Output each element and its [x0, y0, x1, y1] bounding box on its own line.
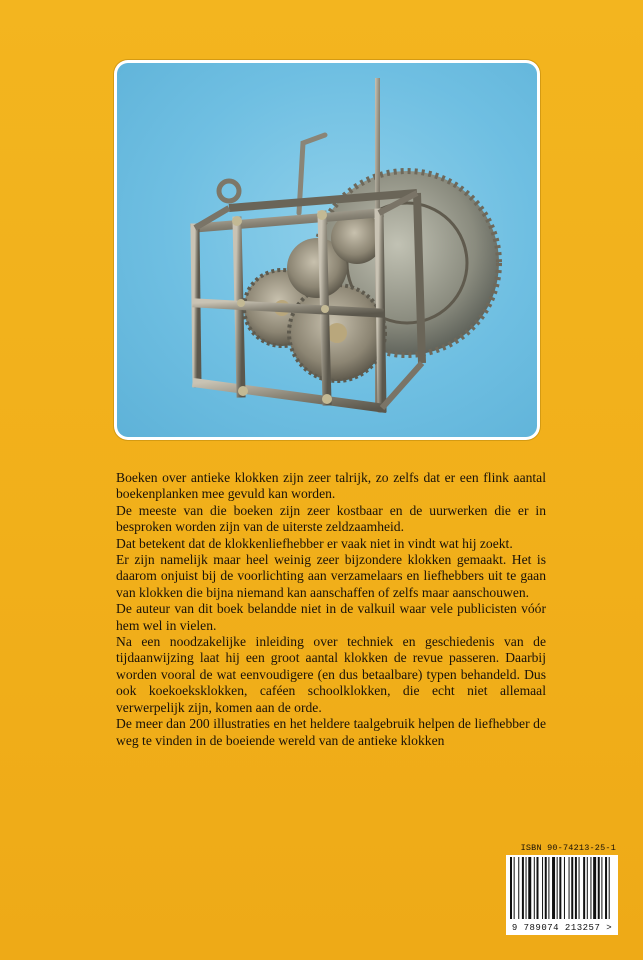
isbn-barcode — [506, 855, 618, 935]
barcode-bar — [569, 857, 570, 919]
barcode-bar — [548, 857, 549, 919]
barcode-bar — [526, 857, 527, 919]
back-cover-blurb — [116, 470, 546, 749]
barcode-bar — [598, 857, 600, 919]
blurb-paragraph: Na een noodzakelijke inleiding over techniek en geschiedenis van de tijdaanwijzing laat hij een groot aantal klokken de revue passeren. Daarbij worden vooral de wat eenvoudigere (en dus betaalbare) typen behandeld. Dus ook koekoeksklokken, caféen schoolklokken, die echt niet allemaal verwerpelijk zijn, komen aan de orde. — [116, 634, 546, 715]
barcode-bar — [575, 857, 577, 919]
barcode-bar — [590, 857, 591, 919]
barcode-bar — [518, 857, 519, 919]
hook-ring — [219, 181, 239, 201]
blurb-paragraph: De meeste van die boeken zijn zeer kostbaar en de uurwerken die er in besproken worden zijn van de uiterste zeldzaamheid. — [116, 502, 546, 535]
barcode-bar — [534, 857, 535, 919]
barcode-bar — [593, 857, 596, 919]
barcode-bar — [559, 857, 561, 919]
clock-movement-illustration — [117, 63, 537, 437]
barcode-bar — [605, 857, 607, 919]
barcode-bar — [514, 857, 515, 919]
barcode-bar — [579, 857, 580, 919]
barcode-bar — [564, 857, 565, 919]
blurb-paragraph: De meer dan 200 illustraties en het heldere taalgebruik helpen de liefhebber de weg te vinden in de boeiende wereld van de antieke klokken — [116, 716, 546, 748]
barcode-bar — [528, 857, 531, 919]
barcode-bar — [537, 857, 539, 919]
barcode-bars — [506, 855, 618, 921]
barcode-bar — [571, 857, 573, 919]
clock-movement-photo — [117, 63, 537, 437]
barcode-bar — [587, 857, 588, 919]
barcode-bar — [601, 857, 602, 919]
barcode-digits: 9 789074 213257 > — [506, 923, 618, 933]
barcode-bar — [545, 857, 547, 919]
blurb-paragraph: Er zijn namelijk maar heel weinig zeer bijzondere klokken gemaakt. Het is daarom onjuist bij de voorlichting aan verzamelaars en liefhebbers uit te gaan van klokken die bijna niemand kan aanschaffen of zelfs maar aanschouwen. — [116, 552, 546, 600]
barcode-bar — [522, 857, 524, 919]
barcode-bar — [557, 857, 558, 919]
barcode-bar — [552, 857, 555, 919]
barcode-bar — [609, 857, 610, 919]
blurb-paragraph: Dat betekent dat de klokkenliefhebber er vaak niet in vindt wat hij zoekt. — [116, 535, 513, 551]
barcode-bar — [510, 857, 512, 919]
blurb-paragraph: Boeken over antieke klokken zijn zeer talrijk, zo zelfs dat er een flink aantal boekenplanken mee gevuld kan worden. — [116, 470, 546, 502]
photo-frame — [114, 60, 540, 440]
barcode-bar — [542, 857, 543, 919]
barcode-bar — [583, 857, 585, 919]
blurb-paragraph: De auteur van dit boek belandde niet in de valkuil waar vele publicisten vóór hem wel in vielen. — [116, 601, 546, 633]
inner-gears — [244, 212, 385, 381]
isbn-label: ISBN 90-74213-25-1 — [520, 843, 616, 853]
